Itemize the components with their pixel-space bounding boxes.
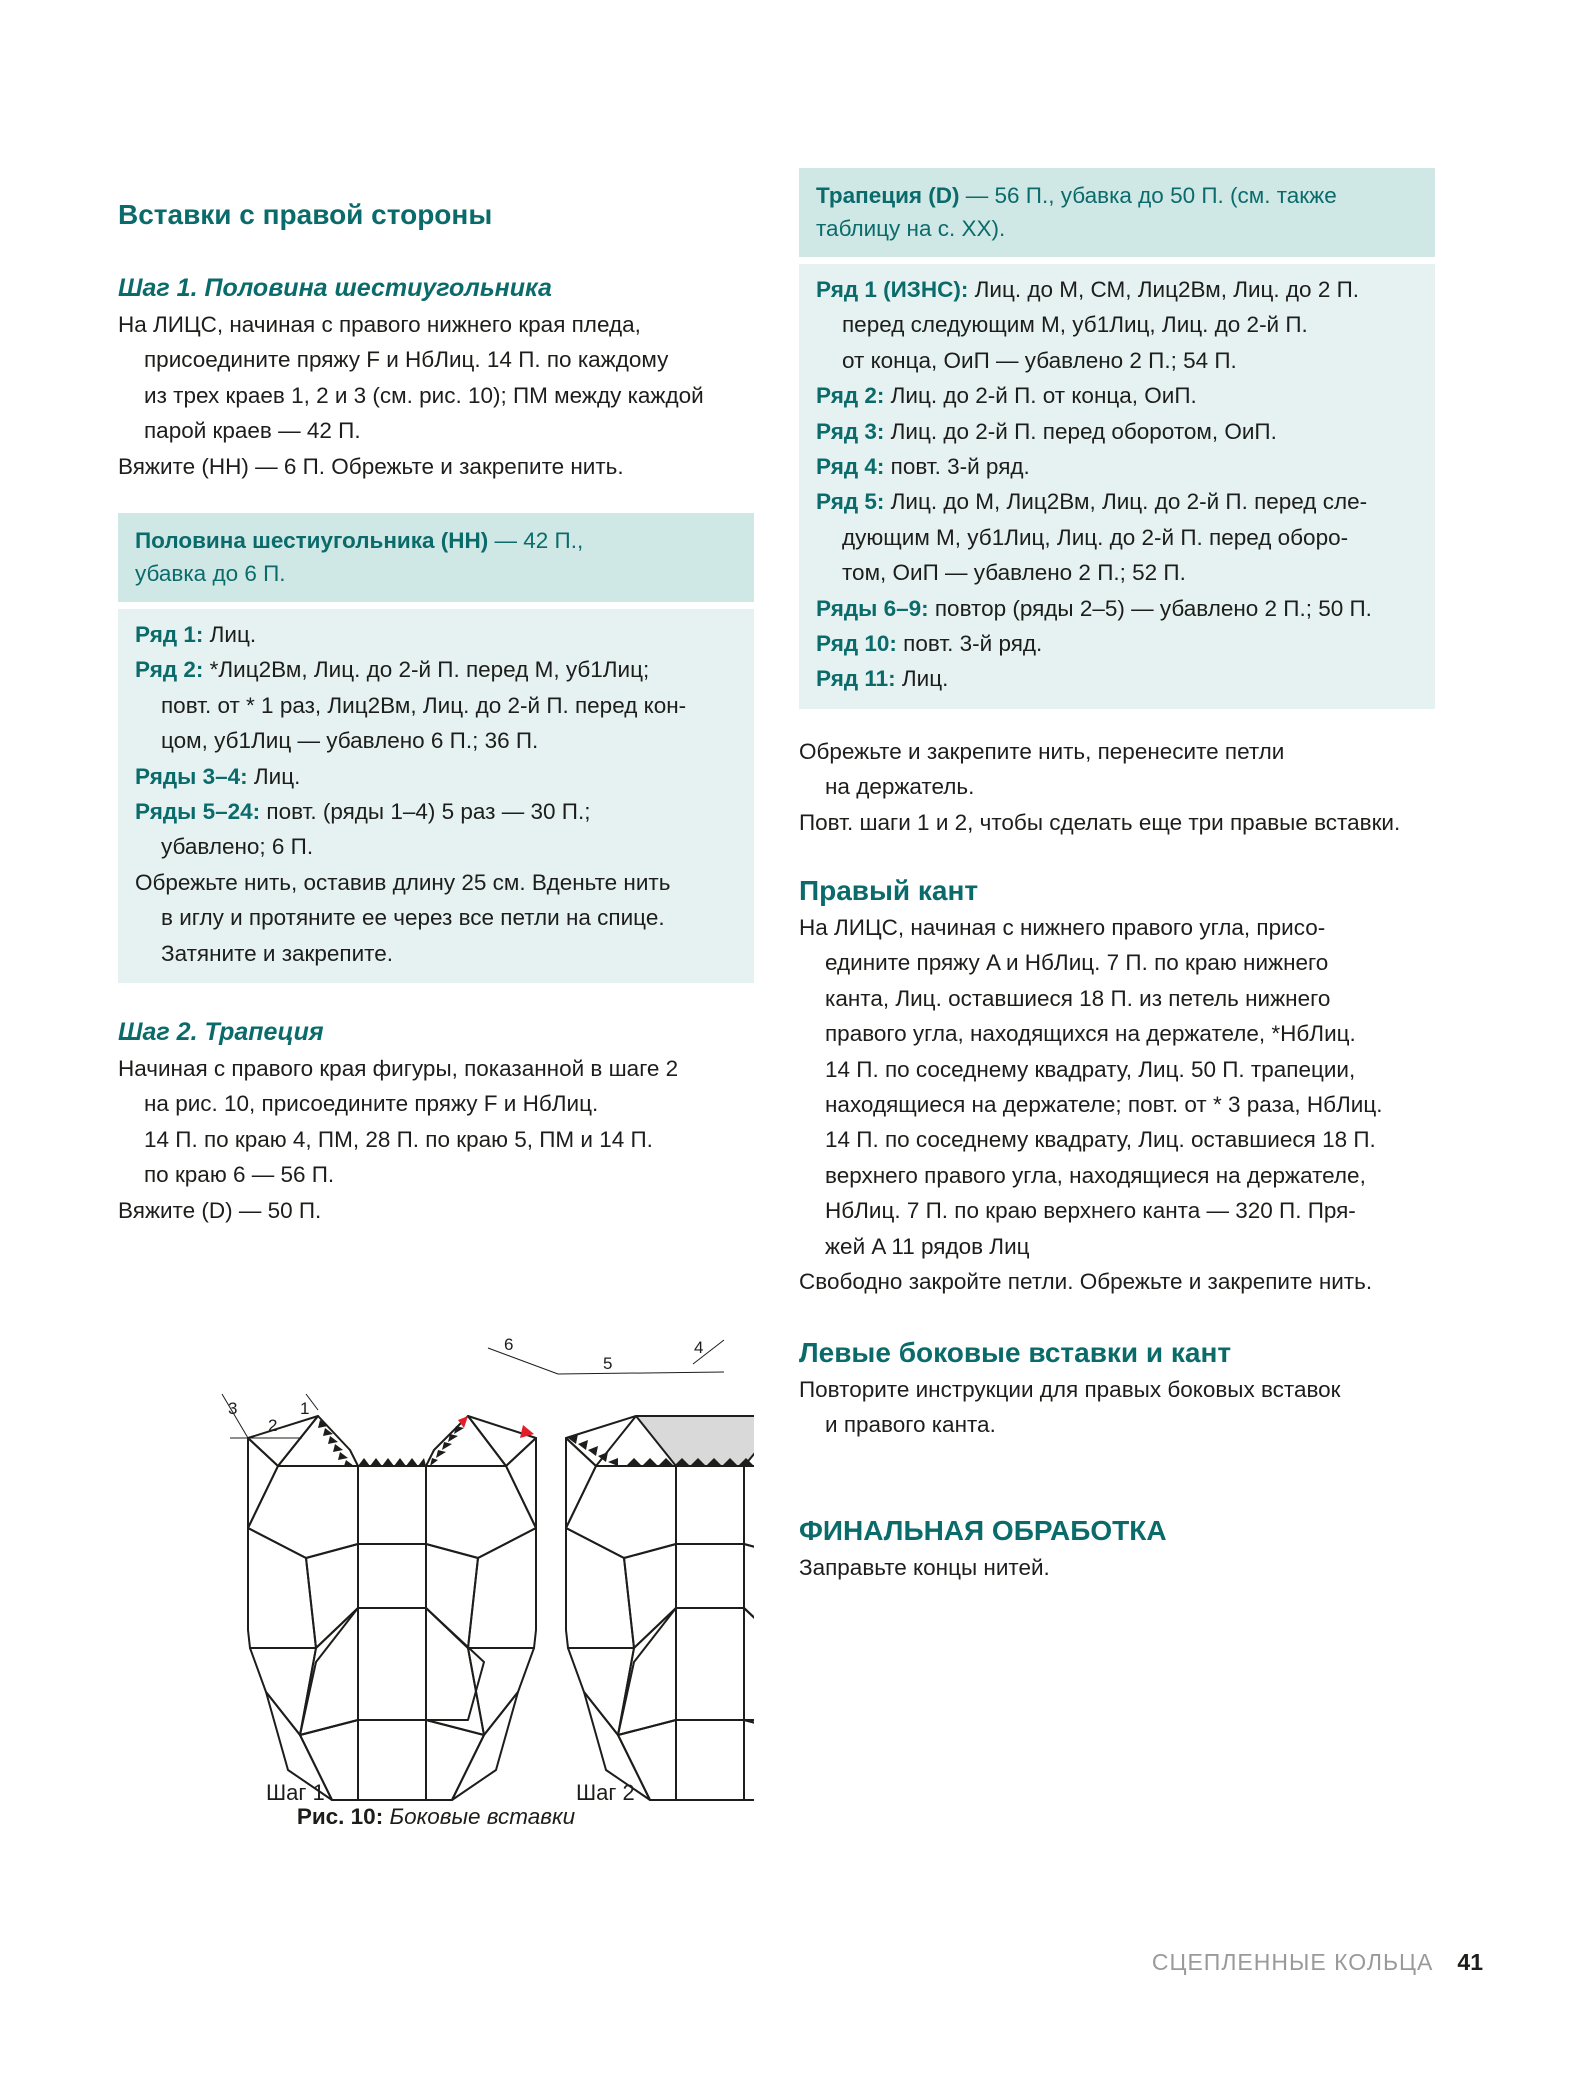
step2-line: по краю 6 — 56 П. xyxy=(144,1162,335,1188)
row-2 xyxy=(135,652,737,687)
row-5-24-cont: убавлено; 6 П. xyxy=(161,834,314,860)
step2-line: на рис. 10, присоедините пряжу F и НбЛиц. xyxy=(144,1091,599,1117)
figure-caption xyxy=(118,1802,754,1832)
row-4 xyxy=(816,449,1418,484)
right-edge-line: Свободно закройте петли. Обрежьте и закрепите нить. xyxy=(799,1269,1373,1295)
row-2-cont: повт. от * 1 раз, Лиц2Вм, Лиц. до 2-й П. перед кон- xyxy=(161,692,687,718)
step2-heading: Шаг 2. Трапеция xyxy=(118,1018,324,1046)
finishing-heading: ФИНАЛЬНАЯ ОБРАБОТКА xyxy=(799,1515,1167,1546)
figure-step2-label: Шаг 2 xyxy=(576,1780,635,1805)
row-text: Лиц. xyxy=(247,763,301,789)
row-1 xyxy=(135,617,737,652)
row-label: Ряд 2: xyxy=(135,657,204,683)
edge-label-4: 4 xyxy=(694,1338,704,1357)
row-label: Ряд 10: xyxy=(816,631,897,657)
edge-label-6: 6 xyxy=(504,1335,514,1354)
right-edge-line: НбЛиц. 7 П. по краю верхнего канта — 320 П. Пря- xyxy=(825,1198,1356,1224)
left-edge-instructions xyxy=(799,1372,1341,1443)
after-box-instructions xyxy=(799,734,1400,840)
row-text: *Лиц2Вм, Лиц. до 2-й П. перед М, уб1Лиц; xyxy=(203,657,650,683)
box-title-line2: убавка до 6 П. xyxy=(135,561,286,586)
start-marker-step1 xyxy=(458,1416,468,1428)
row-text: повт. 3-й ряд. xyxy=(884,454,1030,480)
right-edge-line: правого угла, находящихся на держателе, *НбЛиц. xyxy=(825,1021,1356,1047)
box-title-rest: — 56 П., убавка до 50 П. (см. также xyxy=(959,183,1337,208)
step1-instructions xyxy=(118,307,704,484)
row-3-4 xyxy=(135,759,737,794)
row-label: Ряд 1: xyxy=(135,622,204,647)
right-edge-line: канта, Лиц. оставшиеся 18 П. из петель нижнего xyxy=(825,985,1331,1011)
right-edge-line: находящиеся на держателе; повт. от * 3 раза, НбЛиц. xyxy=(825,1092,1383,1118)
row-6-9 xyxy=(816,591,1418,626)
right-edge-line: едините пряжу A и НбЛиц. 7 П. по краю нижнего xyxy=(825,950,1329,976)
step1-line: присоедините пряжу F и НбЛиц. 14 П. по каждому xyxy=(144,347,669,373)
step1-line: На ЛИЦС, начиная с правого нижнего края пледа, xyxy=(118,312,641,337)
right-edge-instructions xyxy=(799,910,1382,1299)
box-title-bold: Половина шестиугольника (НН) xyxy=(135,528,489,553)
running-title: СЦЕПЛЕННЫЕ КОЛЬЦА xyxy=(1151,1949,1434,1975)
row-text: Лиц. до 2-й П. от конца, ОиП. xyxy=(884,383,1197,409)
figure-step1-label: Шаг 1 xyxy=(266,1780,325,1805)
finishing-instructions xyxy=(799,1550,1050,1585)
finishing-line: Заправьте концы нитей. xyxy=(799,1555,1050,1580)
trapezoid-insert xyxy=(636,1416,754,1466)
row-text: Лиц. до 2-й П. перед оборотом, ОиП. xyxy=(884,418,1277,444)
row-3 xyxy=(816,414,1418,449)
row-label: Ряды 5–24: xyxy=(135,799,261,825)
section-title-right-inserts: Вставки с правой стороны xyxy=(118,199,493,230)
trapezoid-box-rows xyxy=(799,264,1435,709)
step1-line: парой краев — 42 П. xyxy=(144,418,361,444)
half-hexagon-box xyxy=(118,513,754,983)
page-number: 41 xyxy=(1457,1949,1483,1975)
after-box-line: Повт. шаги 1 и 2, чтобы сделать еще три правые вставки. xyxy=(799,809,1401,835)
row-label: Ряд 3: xyxy=(816,418,885,444)
box-title-line2: таблицу на с. XX). xyxy=(816,216,1006,241)
row-text: Лиц. xyxy=(203,622,257,647)
row-label: Ряд 5: xyxy=(816,489,885,515)
left-edge-line: Повторите инструкции для правых боковых вставок xyxy=(799,1377,1341,1402)
figure-10-side-inserts xyxy=(118,1330,754,1850)
edge-label-5: 5 xyxy=(603,1354,613,1373)
row-1-cont: перед следующим М, уб1Лиц, Лиц. до 2-й П. xyxy=(842,312,1308,338)
row-5-cont: дующим М, уб1Лиц, Лиц. до 2-й П. перед оборо- xyxy=(842,524,1349,550)
step1-shape xyxy=(248,1416,536,1800)
step2-line: Вяжите (D) — 50 П. xyxy=(118,1197,322,1223)
finish-line: Обрежьте нить, оставив длину 25 см. Вденьте нить xyxy=(135,869,671,895)
right-edge-line: жей A 11 рядов Лиц xyxy=(825,1233,1030,1259)
row-5-24 xyxy=(135,794,737,829)
row-10 xyxy=(816,626,1418,661)
step2-line: Начиная с правого края фигуры, показанной в шаге 2 xyxy=(118,1056,679,1081)
edge-label-2: 2 xyxy=(268,1416,278,1435)
edge-label-1: 1 xyxy=(300,1399,310,1418)
side-inserts-diagram xyxy=(118,1330,754,1810)
row-2-cont: цом, уб1Лиц — убавлено 6 П.; 36 П. xyxy=(161,728,539,754)
step1-heading: Шаг 1. Половина шестиугольника xyxy=(118,274,552,302)
left-edge-line: и правого канта. xyxy=(825,1412,996,1438)
trapezoid-box xyxy=(799,168,1435,709)
trapezoid-box-title xyxy=(799,168,1435,257)
caption-label: Рис. 10: xyxy=(296,1804,384,1829)
right-edge-line: 14 П. по соседнему квадрату, Лиц. 50 П. трапеции, xyxy=(825,1056,1356,1082)
right-edge-line: 14 П. по соседнему квадрату, Лиц. оставшиеся 18 П. xyxy=(825,1127,1376,1153)
finish-line: в иглу и протяните ее через все петли на спице. xyxy=(161,905,665,931)
step2-instructions xyxy=(118,1051,678,1228)
row-text: Лиц. xyxy=(895,666,949,692)
row-1 xyxy=(816,272,1418,307)
row-11 xyxy=(816,661,1418,696)
row-text: Лиц. до М, Лиц2Вм, Лиц. до 2-й П. перед сле- xyxy=(884,489,1368,515)
half-hexagon-box-title xyxy=(118,513,754,602)
right-edge-heading: Правый кант xyxy=(799,875,979,906)
row-text: повт. (ряды 1–4) 5 раз — 30 П.; xyxy=(260,799,591,825)
row-label: Ряды 3–4: xyxy=(135,763,248,789)
row-label: Ряд 11: xyxy=(816,666,896,692)
row-2 xyxy=(816,378,1418,413)
step2-line: 14 П. по краю 4, ПМ, 28 П. по краю 5, ПМ и 14 П. xyxy=(144,1126,653,1152)
step1-line: Вяжите (НН) — 6 П. Обрежьте и закрепите нить. xyxy=(118,453,624,479)
step1-line: из трех краев 1, 2 и 3 (см. рис. 10); ПМ между каждой xyxy=(144,382,704,408)
row-label: Ряды 6–9: xyxy=(816,595,929,621)
left-edge-heading: Левые боковые вставки и кант xyxy=(799,1337,1232,1368)
row-text: повт. 3-й ряд. xyxy=(896,631,1043,657)
right-edge-line: На ЛИЦС, начиная с нижнего правого угла, присо- xyxy=(799,915,1326,940)
half-hexagon-box-rows xyxy=(118,609,754,983)
row-text: повтор (ряды 2–5) — убавлено 2 П.; 50 П. xyxy=(928,595,1372,621)
row-label: Ряд 4: xyxy=(816,454,885,480)
row-5 xyxy=(816,484,1418,519)
step2-shape xyxy=(566,1416,754,1800)
edge-label-3: 3 xyxy=(228,1399,238,1418)
after-box-line: Обрежьте и закрепите нить, перенесите петли xyxy=(799,739,1285,764)
finish-line: Затяните и закрепите. xyxy=(161,940,393,966)
row-text: Лиц. до М, СМ, Лиц2Вм, Лиц. до 2 П. xyxy=(968,277,1360,302)
caption-text: Боковые вставки xyxy=(383,1804,576,1829)
row-5-cont: том, ОиП — убавлено 2 П.; 52 П. xyxy=(842,560,1186,586)
row-label: Ряд 2: xyxy=(816,383,885,409)
after-box-line: на держатель. xyxy=(825,774,975,800)
row-label: Ряд 1 (ИЗНС): xyxy=(816,277,969,302)
box-title-bold: Трапеция (D) xyxy=(816,183,960,208)
right-edge-line: верхнего правого угла, находящиеся на держателе, xyxy=(825,1162,1366,1188)
box-title-rest: — 42 П., xyxy=(488,528,584,553)
page-footer xyxy=(1152,1947,1483,1977)
row-1-cont: от конца, ОиП — убавлено 2 П.; 54 П. xyxy=(842,347,1237,373)
